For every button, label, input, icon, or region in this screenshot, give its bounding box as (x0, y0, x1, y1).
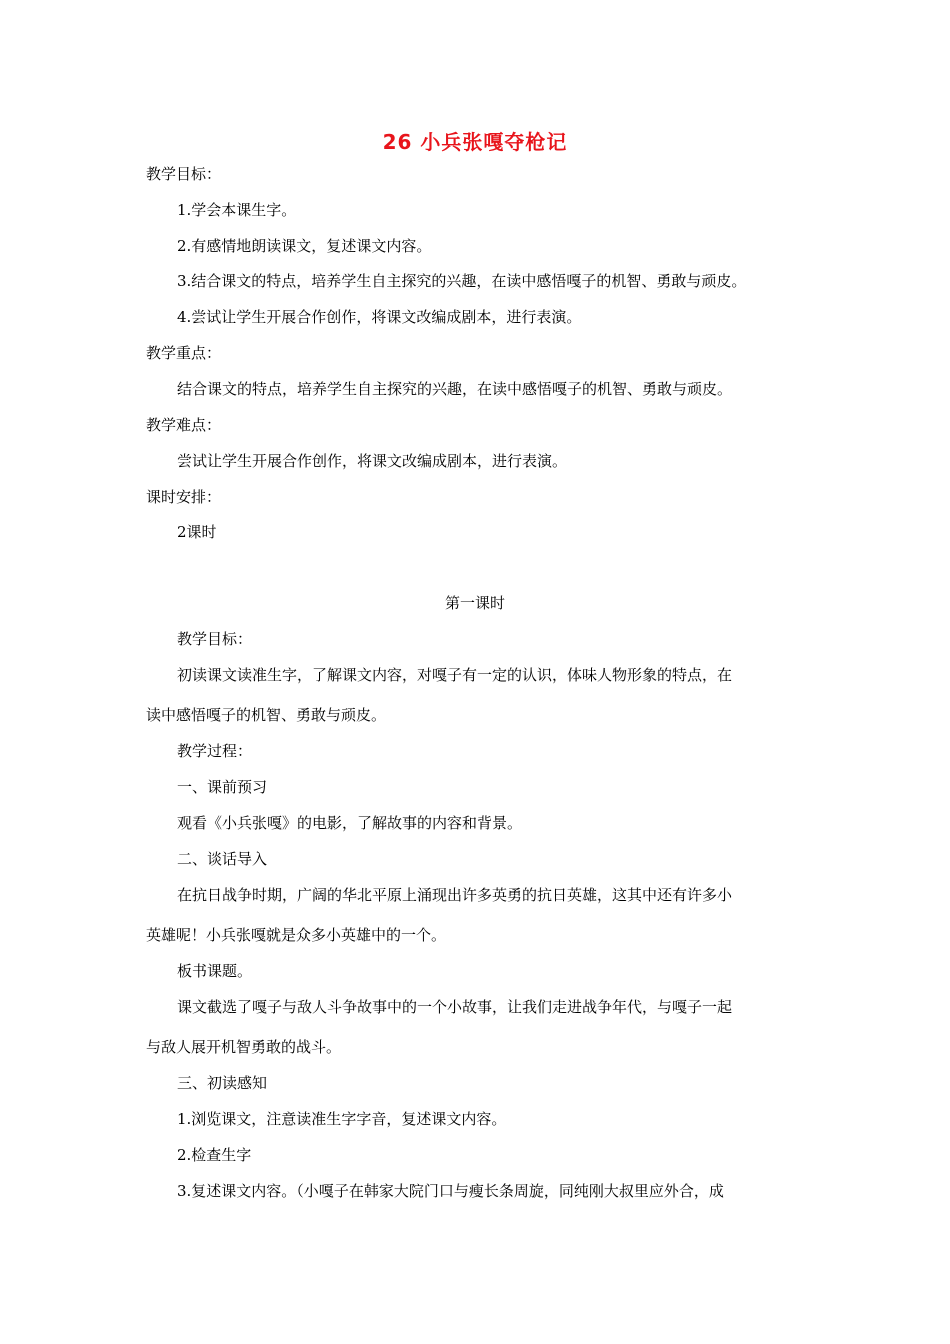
difficulty-text: 尝试让学生开展合作创作，将课文改编成剧本，进行表演。 (177, 452, 568, 470)
step2-board: 板书课题。 (177, 962, 253, 980)
goal-item: 3.结合课文的特点，培养学生自主探究的兴趣，在读中感悟嘎子的机智、勇敢与顽皮。 (177, 272, 747, 290)
lesson1-goals-heading: 教学目标： (177, 630, 253, 648)
step3-item: 2.检查生字 (177, 1146, 252, 1164)
focus-text: 结合课文的特点，培养学生自主探究的兴趣，在读中感悟嘎子的机智、勇敢与顽皮。 (177, 380, 733, 398)
difficulty-heading: 教学难点： (146, 416, 222, 434)
step2-text: 英雄呢！小兵张嘎就是众多小英雄中的一个。 (146, 926, 447, 944)
step3-item: 1.浏览课文，注意读准生字字音，复述课文内容。 (177, 1110, 507, 1128)
step3-heading: 三、初读感知 (177, 1074, 268, 1092)
page-title: 26 小兵张嘎夺枪记 (382, 130, 568, 154)
step3-item: 3.复述课文内容。（小嘎子在韩家大院门口与瘦长条周旋，同纯刚大叔里应外合，成 (177, 1182, 724, 1200)
goals-heading: 教学目标： (146, 165, 222, 183)
lesson1-goals-text: 读中感悟嘎子的机智、勇敢与顽皮。 (146, 706, 387, 724)
process-heading: 教学过程： (177, 742, 253, 760)
step2-heading: 二、谈话导入 (177, 850, 268, 868)
schedule-heading: 课时安排： (146, 488, 222, 506)
goal-item: 1.学会本课生字。 (177, 201, 297, 219)
step2-text: 在抗日战争时期，广阔的华北平原上涌现出许多英勇的抗日英雄，这其中还有许多小 (177, 886, 733, 904)
step1-text: 观看《小兵张嘎》的电影，了解故事的内容和背景。 (177, 814, 523, 832)
goal-item: 2.有感情地朗读课文，复述课文内容。 (177, 237, 432, 255)
step2-text: 课文截选了嘎子与敌人斗争故事中的一个小故事，让我们走进战争年代，与嘎子一起 (177, 998, 733, 1016)
step1-heading: 一、课前预习 (177, 778, 268, 796)
schedule-text: 2课时 (177, 523, 217, 541)
step2-text: 与敌人展开机智勇敢的战斗。 (146, 1038, 342, 1056)
lesson1-heading: 第一课时 (444, 594, 505, 612)
focus-heading: 教学重点： (146, 344, 222, 362)
goal-item: 4.尝试让学生开展合作创作，将课文改编成剧本，进行表演。 (177, 308, 582, 326)
lesson1-goals-text: 初读课文读准生字，了解课文内容，对嘎子有一定的认识，体味人物形象的特点，在 (177, 666, 733, 684)
